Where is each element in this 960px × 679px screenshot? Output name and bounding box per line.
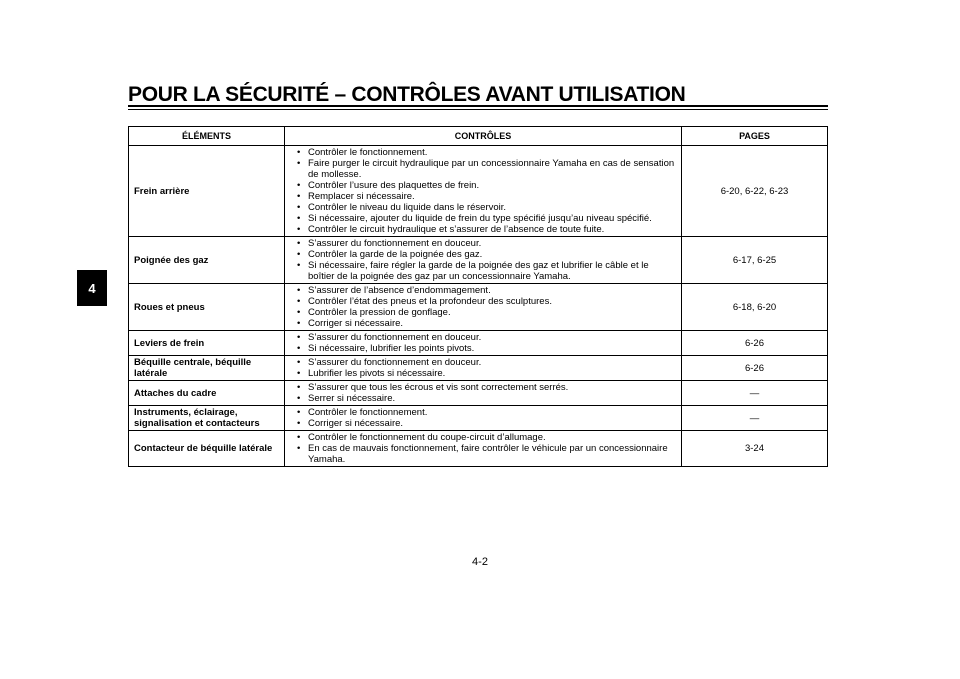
row-controls — [285, 381, 682, 406]
row-controls — [285, 284, 682, 331]
table-row — [129, 237, 828, 284]
control-item: • Si nécessaire, faire régler la garde de la poignée des gaz et lubrifier le câble et le boîtier de la poignée des gaz par un concessionnaire Yamaha. — [290, 260, 676, 282]
chapter-tab: 4 — [77, 270, 107, 306]
controls-list — [290, 285, 676, 329]
control-item: • Contrôler le circuit hydraulique et s’assurer de l’absence de toute fuite. — [290, 224, 676, 235]
control-item: • S’assurer du fonctionnement en douceur. — [290, 238, 676, 249]
row-pages: 3-24 — [682, 431, 828, 467]
row-pages: 6-20, 6-22, 6-23 — [682, 146, 828, 237]
row-item-name: Contacteur de béquille latérale — [129, 431, 285, 467]
page-number: 4-2 — [472, 556, 488, 568]
control-item: • Contrôler le fonctionnement. — [290, 147, 676, 158]
control-item: • Si nécessaire, lubrifier les points pivots. — [290, 343, 676, 354]
control-item: • S’assurer du fonctionnement en douceur. — [290, 332, 676, 343]
control-item: • Contrôler le fonctionnement du coupe-circuit d’allumage. — [290, 432, 676, 443]
controls-list — [290, 382, 676, 404]
control-item: • Contrôler la pression de gonflage. — [290, 307, 676, 318]
row-pages: 6-26 — [682, 356, 828, 381]
controls-list — [290, 432, 676, 465]
controls-list — [290, 147, 676, 235]
column-header-items: ÉLÉMENTS — [129, 127, 285, 146]
control-item: • Contrôler le niveau du liquide dans le réservoir. — [290, 202, 676, 213]
control-item: • Contrôler l’état des pneus et la profondeur des sculptures. — [290, 296, 676, 307]
row-controls — [285, 356, 682, 381]
table-row — [129, 406, 828, 431]
row-pages: 6-17, 6-25 — [682, 237, 828, 284]
title-rule — [128, 105, 828, 107]
table-header-row — [129, 127, 828, 146]
table-row — [129, 381, 828, 406]
column-header-controls: CONTRÔLES — [285, 127, 682, 146]
control-item: • Si nécessaire, ajouter du liquide de frein du type spécifié jusqu’au niveau spécifié. — [290, 213, 676, 224]
page-title: POUR LA SÉCURITÉ – CONTRÔLES AVANT UTILISATION — [128, 83, 686, 106]
row-controls — [285, 331, 682, 356]
row-pages: — — [682, 406, 828, 431]
control-item: • Contrôler le fonctionnement. — [290, 407, 676, 418]
control-item: • S’assurer du fonctionnement en douceur. — [290, 357, 676, 368]
row-item-name: Frein arrière — [129, 146, 285, 237]
controls-list — [290, 407, 676, 429]
row-controls — [285, 146, 682, 237]
row-pages: 6-18, 6-20 — [682, 284, 828, 331]
control-item: • Faire purger le circuit hydraulique par un concessionnaire Yamaha en cas de sensation de mollesse. — [290, 158, 676, 180]
title-rule-thin — [128, 109, 828, 110]
row-item-name: Poignée des gaz — [129, 237, 285, 284]
column-header-pages: PAGES — [682, 127, 828, 146]
control-item: • S’assurer de l’absence d’endommagement. — [290, 285, 676, 296]
control-item: • Corriger si nécessaire. — [290, 418, 676, 429]
table-body — [129, 146, 828, 467]
row-item-name: Roues et pneus — [129, 284, 285, 331]
controls-list — [290, 238, 676, 282]
control-item: • Remplacer si nécessaire. — [290, 191, 676, 202]
row-item-name: Attaches du cadre — [129, 381, 285, 406]
row-controls — [285, 406, 682, 431]
row-item-name: Instruments, éclairage, signalisation et contacteurs — [129, 406, 285, 431]
row-controls — [285, 431, 682, 467]
control-item: • Serrer si nécessaire. — [290, 393, 676, 404]
control-item: • En cas de mauvais fonctionnement, faire contrôler le véhicule par un concessionnaire Yamaha. — [290, 443, 676, 465]
control-item: • Lubrifier les pivots si nécessaire. — [290, 368, 676, 379]
controls-list — [290, 332, 676, 354]
control-item: • Corriger si nécessaire. — [290, 318, 676, 329]
controls-list — [290, 357, 676, 379]
row-item-name: Béquille centrale, béquille latérale — [129, 356, 285, 381]
row-controls — [285, 237, 682, 284]
table-row — [129, 284, 828, 331]
control-item: • Contrôler l’usure des plaquettes de frein. — [290, 180, 676, 191]
table-row — [129, 356, 828, 381]
table-row — [129, 331, 828, 356]
row-pages: — — [682, 381, 828, 406]
control-item: • S’assurer que tous les écrous et vis sont correctement serrés. — [290, 382, 676, 393]
table-row — [129, 431, 828, 467]
row-pages: 6-26 — [682, 331, 828, 356]
table-row — [129, 146, 828, 237]
row-item-name: Leviers de frein — [129, 331, 285, 356]
pre-operation-checklist-table — [128, 126, 828, 467]
control-item: • Contrôler la garde de la poignée des gaz. — [290, 249, 676, 260]
